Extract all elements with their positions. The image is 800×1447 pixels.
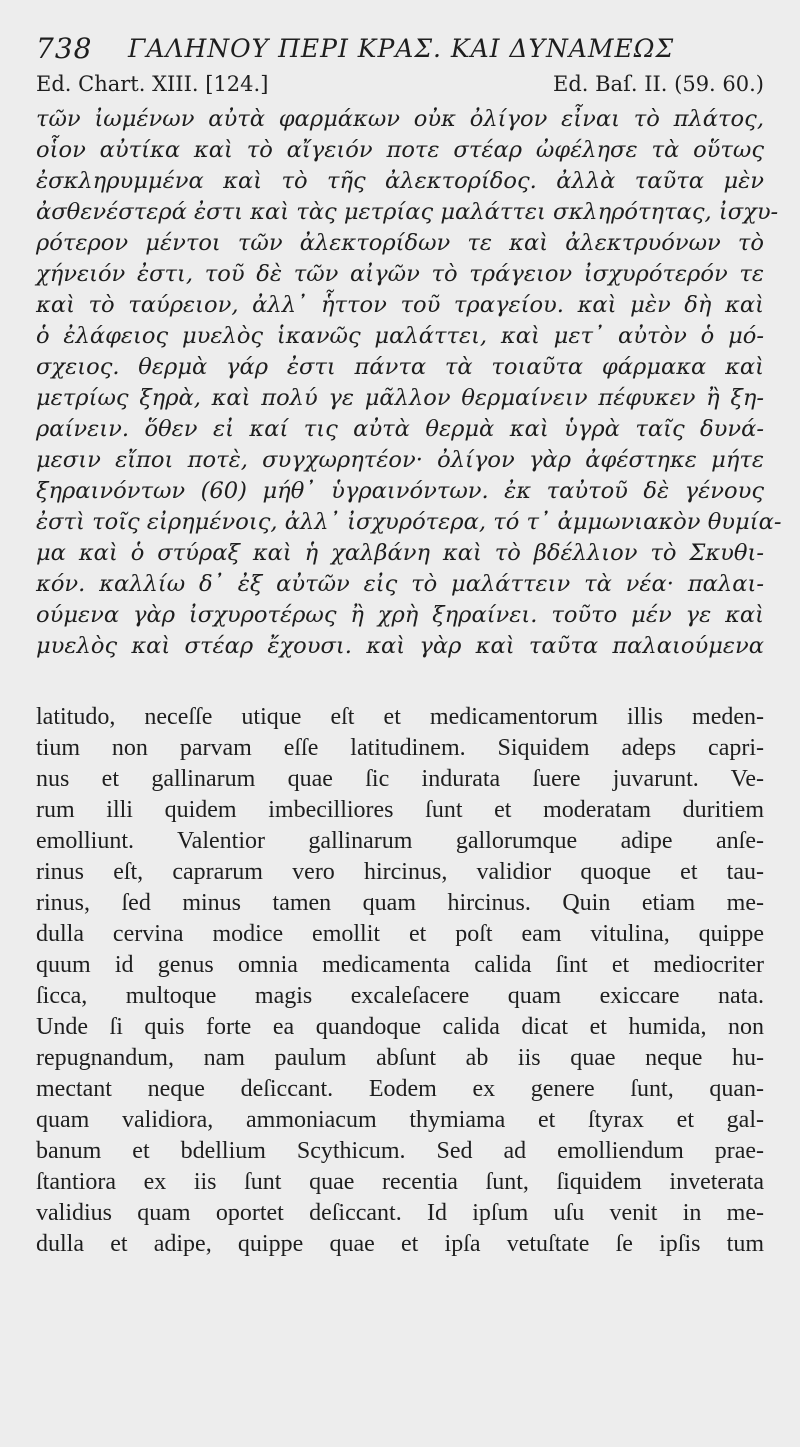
latin-line: dulla cervina modice emollit et poſt eam vitulina, quippe	[36, 921, 764, 947]
latin-line: banum et bdellium Scythicum. Sed ad emolliendum prae-	[36, 1138, 764, 1164]
latin-line: emolliunt. Valentior gallinarum gallorumque adipe anſe-	[36, 828, 764, 854]
greek-line: χήνειόν ἐστι, τοῦ δὲ τῶν αἰγῶν τὸ τράγειον ἰσχυρότερόν τε	[36, 261, 764, 287]
latin-line: ſtantiora ex iis ſunt quae recentia ſunt, ſiquidem inveterata	[36, 1169, 764, 1195]
greek-line: μεσιν εἴποι ποτὲ, συγχωρητέον· ὀλίγον γὰρ ἀφέστηκε μήτε	[36, 447, 764, 473]
edition-reference-line	[36, 70, 764, 104]
latin-line: nus et gallinarum quae ſic indurata ſuere juvarunt. Ve-	[36, 766, 764, 792]
greek-line: ἐσκληρυμμένα καὶ τὸ τῆς ἀλεκτορίδος. ἀλλὰ ταῦτα μὲν	[36, 168, 764, 194]
latin-line: repugnandum, nam paulum abſunt ab iis quae neque hu-	[36, 1045, 764, 1071]
greek-line: ὁ ἐλάφειος μυελὸς ἱκανῶς μαλάττει, καὶ μετ᾽ αὐτὸν ὁ μό-	[36, 323, 764, 349]
latin-text-block	[36, 702, 764, 1260]
greek-line: ραίνειν. ὅθεν εἰ καί τις αὐτὰ θερμὰ καὶ ὑγρὰ ταῖς δυνά-	[36, 416, 764, 442]
greek-line: ρότερον μέντοι τῶν ἀλεκτορίδων τε καὶ ἀλεκτρυόνων τὸ	[36, 230, 764, 256]
greek-line: σχειος. θερμὰ γάρ ἐστι πάντα τὰ τοιαῦτα φάρμακα καὶ	[36, 354, 764, 380]
running-head	[36, 30, 764, 70]
running-title: ΓΑΛΗΝΟΥ ΠΕΡΙ ΚΡΑΣ. ΚΑΙ ΔΥΝΑΜΕΩΣ	[128, 34, 675, 63]
latin-line: quum id genus omnia medicamenta calida ſint et mediocriter	[36, 952, 764, 978]
latin-line: Unde ſi quis forte ea quandoque calida dicat et humida, non	[36, 1014, 764, 1040]
latin-line: dulla et adipe, quippe quae et ipſa vetuſtate ſe ipſis tum	[36, 1231, 764, 1257]
greek-line: ἀσθενέστερά ἐστι καὶ τὰς μετρίας μαλάττει σκληρότητας, ἰσχυ-	[36, 199, 779, 225]
greek-line: κόν. καλλίω δ᾽ ἐξ αὐτῶν εἰς τὸ μαλάττειν τὰ νέα· παλαι-	[36, 571, 764, 597]
greek-line: ξηραινόντων (60) μήθ᾽ ὑγραινόντων. ἐκ ταὐτοῦ δὲ γένους	[36, 478, 764, 504]
greek-line: καὶ τὸ ταύρειον, ἀλλ᾽ ἧττον τοῦ τραγείου. καὶ μὲν δὴ καὶ	[36, 292, 764, 318]
greek-line: μετρίως ξηρὰ, καὶ πολύ γε μᾶλλον θερμαίνειν πέφυκεν ἢ ξη-	[36, 385, 764, 411]
latin-line: tium non parvam eſſe latitudinem. Siquidem adeps capri-	[36, 735, 764, 761]
latin-line: rinus eſt, caprarum vero hircinus, validior quoque et tau-	[36, 859, 764, 885]
latin-line: quam validiora, ammoniacum thymiama et ſtyrax et gal-	[36, 1107, 764, 1133]
greek-line: ούμενα γὰρ ἰσχυροτέρως ἢ χρὴ ξηραίνει. τοῦτο μέν γε καὶ	[36, 602, 764, 628]
latin-line: mectant neque deſiccant. Eodem ex genere ſunt, quan-	[36, 1076, 764, 1102]
latin-line: ſicca, multoque magis excaleſacere quam exiccare nata.	[36, 983, 764, 1009]
page-number: 738	[36, 32, 93, 65]
greek-line: μα καὶ ὁ στύραξ καὶ ἡ χαλβάνη καὶ τὸ βδέλλιον τὸ Σκυθι-	[36, 540, 764, 566]
greek-line: οἷον αὐτίκα καὶ τὸ αἴγειόν ποτε στέαρ ὠφέλησε τὰ οὕτως	[36, 137, 764, 163]
greek-line: μυελὸς καὶ στέαρ ἔχουσι. καὶ γὰρ καὶ ταῦτα παλαιούμενα	[36, 633, 764, 659]
edition-reference-right: Ed. Baſ. II. (59. 60.)	[553, 72, 764, 96]
greek-line: ἐστὶ τοῖς εἰρημένοις, ἀλλ᾽ ἰσχυρότερα, τό τ᾽ ἀμμωνιακὸν θυμία-	[36, 509, 782, 535]
latin-line: latitudo, neceſſe utique eſt et medicamentorum illis meden-	[36, 704, 764, 730]
greek-line: τῶν ἰωμένων αὐτὰ φαρμάκων οὐκ ὀλίγον εἶναι τὸ πλάτος,	[36, 106, 764, 132]
latin-line: rum illi quidem imbecilliores ſunt et moderatam duritiem	[36, 797, 764, 823]
edition-reference-left: Ed. Chart. XIII. [124.]	[36, 72, 269, 96]
latin-line: rinus, ſed minus tamen quam hircinus. Quin etiam me-	[36, 890, 764, 916]
greek-text-block	[36, 104, 782, 662]
latin-line: validius quam oportet deſiccant. Id ipſum uſu venit in me-	[36, 1200, 764, 1226]
